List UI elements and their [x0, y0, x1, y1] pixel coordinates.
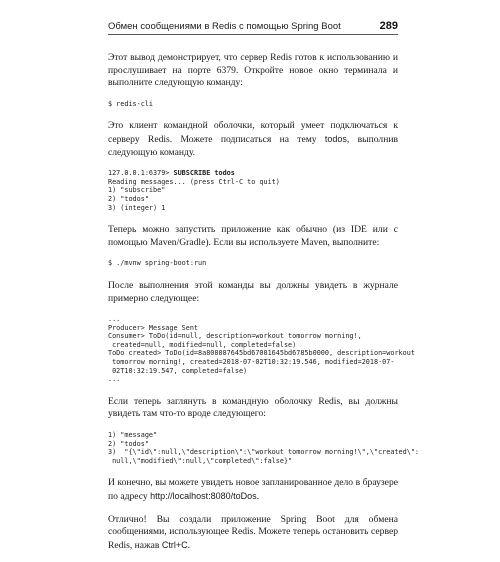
paragraph-3: Теперь можно запустить приложение как обычно (из IDE или с помощью Maven/Gradle). Если вы используете Maven, выполните: [108, 224, 398, 248]
code-mvnw: $ ./mvnw spring-boot:run [108, 259, 207, 268]
running-header [108, 14, 398, 32]
code-subscribe-output: Reading messages... (press Ctrl-C to quit) 1) "subscribe" 2) "todos" 3) (integer) 1 [108, 177, 280, 212]
code-log-output: ... Producer> Message Sent Consumer> ToDo(id=null, description=workout tomorrow morning!, created=null, modified=null, completed=false) ToDo created> ToDo(id=8a808087645bd67001645bd6785b0000, description=workout tomorrow morning!, created=2018-07-02T10:32:19.546, modified=2018-07- 02T10:32:19.547, completed=false) ... [108, 315, 415, 384]
code-subscribe [108, 169, 398, 212]
page-content [108, 52, 419, 562]
paragraph-2-text-b: , выполнив следующую команду. [108, 133, 398, 158]
code-redis-message: 1) "message" 2) "todos" 3) "{\"id\":null,\"description\":\"workout tomorrow morning!\",\"created\": null,\"modified\":null,\"completed\":false}" [108, 431, 419, 465]
header-title: Обмен сообщениями в Redis с помощью Spring Boot [108, 21, 341, 32]
paragraph-1: Этот вывод демонстрирует, что сервер Redis готов к использованию и прослушивает на порте 6379. Откройте новое окно терминала и выполните следующую команду: [108, 52, 398, 89]
code-subscribe-command: SUBSCRIBE todos [173, 169, 235, 178]
todos-url-link[interactable]: http://localhost:8080/toDos [150, 491, 257, 501]
paragraph-6-text-b: . [256, 491, 260, 502]
paragraph-7-text-b: . [187, 539, 191, 551]
paragraph-2 [108, 120, 398, 159]
page-number: 289 [379, 20, 398, 32]
code-prompt: 127.0.0.1:6379> [108, 169, 174, 178]
paragraph-4: После выполнения этой команды вы должны увидеть в журнале примерно следующее: [108, 279, 398, 304]
paragraph-7-text-a: Отлично! Вы создали приложение Spring Boot для обмена сообщениями, использующее Redis. Можете теперь остановить сервер Redis, нажав [108, 513, 398, 551]
header-rule [108, 34, 398, 35]
paragraph-2-text-a: Это клиент командной оболочки, который умеет подключаться к серверу Redis. Можете подписаться на тему [108, 120, 398, 145]
paragraph-7 [108, 514, 398, 553]
paragraph-5: Если теперь заглянуть в командную оболочку Redis, вы должны увидеть там что-то вроде следующего: [108, 395, 398, 420]
paragraph-6-text-a: И конечно, вы можете увидеть новое запланированное дело в браузере по адресу [108, 477, 398, 502]
key-shortcut: Ctrl+C [161, 539, 188, 550]
topic-name: todos [324, 133, 347, 144]
code-redis-cli: $ redis-cli [108, 99, 154, 108]
